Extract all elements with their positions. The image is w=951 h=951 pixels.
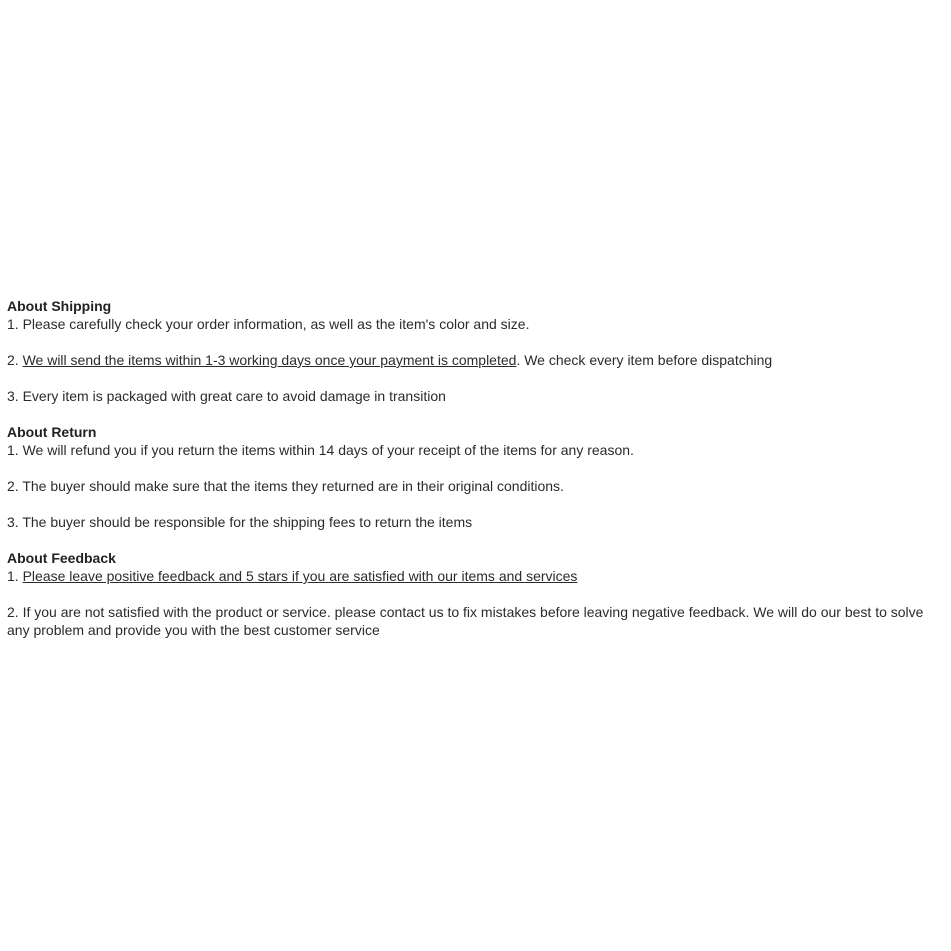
shipping-item-2-prefix: 2. bbox=[7, 352, 23, 368]
spacer bbox=[7, 333, 937, 351]
return-heading: About Return bbox=[7, 424, 97, 440]
spacer bbox=[7, 585, 937, 603]
shipping-item-2-underlined-text: We will send the items within 1-3 working days once your payment is completed bbox=[22, 352, 517, 368]
feedback-item-1 bbox=[7, 567, 937, 585]
spacer bbox=[7, 459, 937, 477]
spacer bbox=[7, 369, 937, 387]
spacer bbox=[7, 495, 937, 513]
shipping-section bbox=[7, 297, 937, 405]
feedback-heading: About Feedback bbox=[7, 550, 116, 566]
return-section bbox=[7, 423, 937, 531]
feedback-item-2: 2. If you are not satisfied with the product or service. please contact us to fix mistakes before leaving negative feedback. We will do our best to solve any problem and provide you with the best customer service bbox=[7, 604, 924, 638]
shipping-heading: About Shipping bbox=[7, 298, 112, 314]
shipping-item-2 bbox=[7, 351, 937, 369]
shipping-item-3: 3. Every item is packaged with great care to avoid damage in transition bbox=[7, 388, 446, 404]
return-item-1: 1. We will refund you if you return the items within 14 days of your receipt of the items for any reason. bbox=[7, 442, 634, 458]
return-item-3: 3. The buyer should be responsible for the shipping fees to return the items bbox=[7, 514, 473, 530]
shipping-item-2-suffix: . We check every item before dispatching bbox=[516, 352, 773, 368]
feedback-section bbox=[7, 549, 937, 639]
spacer bbox=[7, 405, 937, 423]
feedback-item-1-underlined-text: Please leave positive feedback and 5 stars if you are satisfied with our items and services bbox=[22, 568, 578, 584]
return-item-2: 2. The buyer should make sure that the items they returned are in their original conditions. bbox=[7, 478, 564, 494]
policy-document bbox=[7, 297, 937, 639]
feedback-item-1-prefix: 1. bbox=[7, 568, 23, 584]
shipping-item-1: 1. Please carefully check your order information, as well as the item's color and size. bbox=[7, 316, 530, 332]
spacer bbox=[7, 531, 937, 549]
